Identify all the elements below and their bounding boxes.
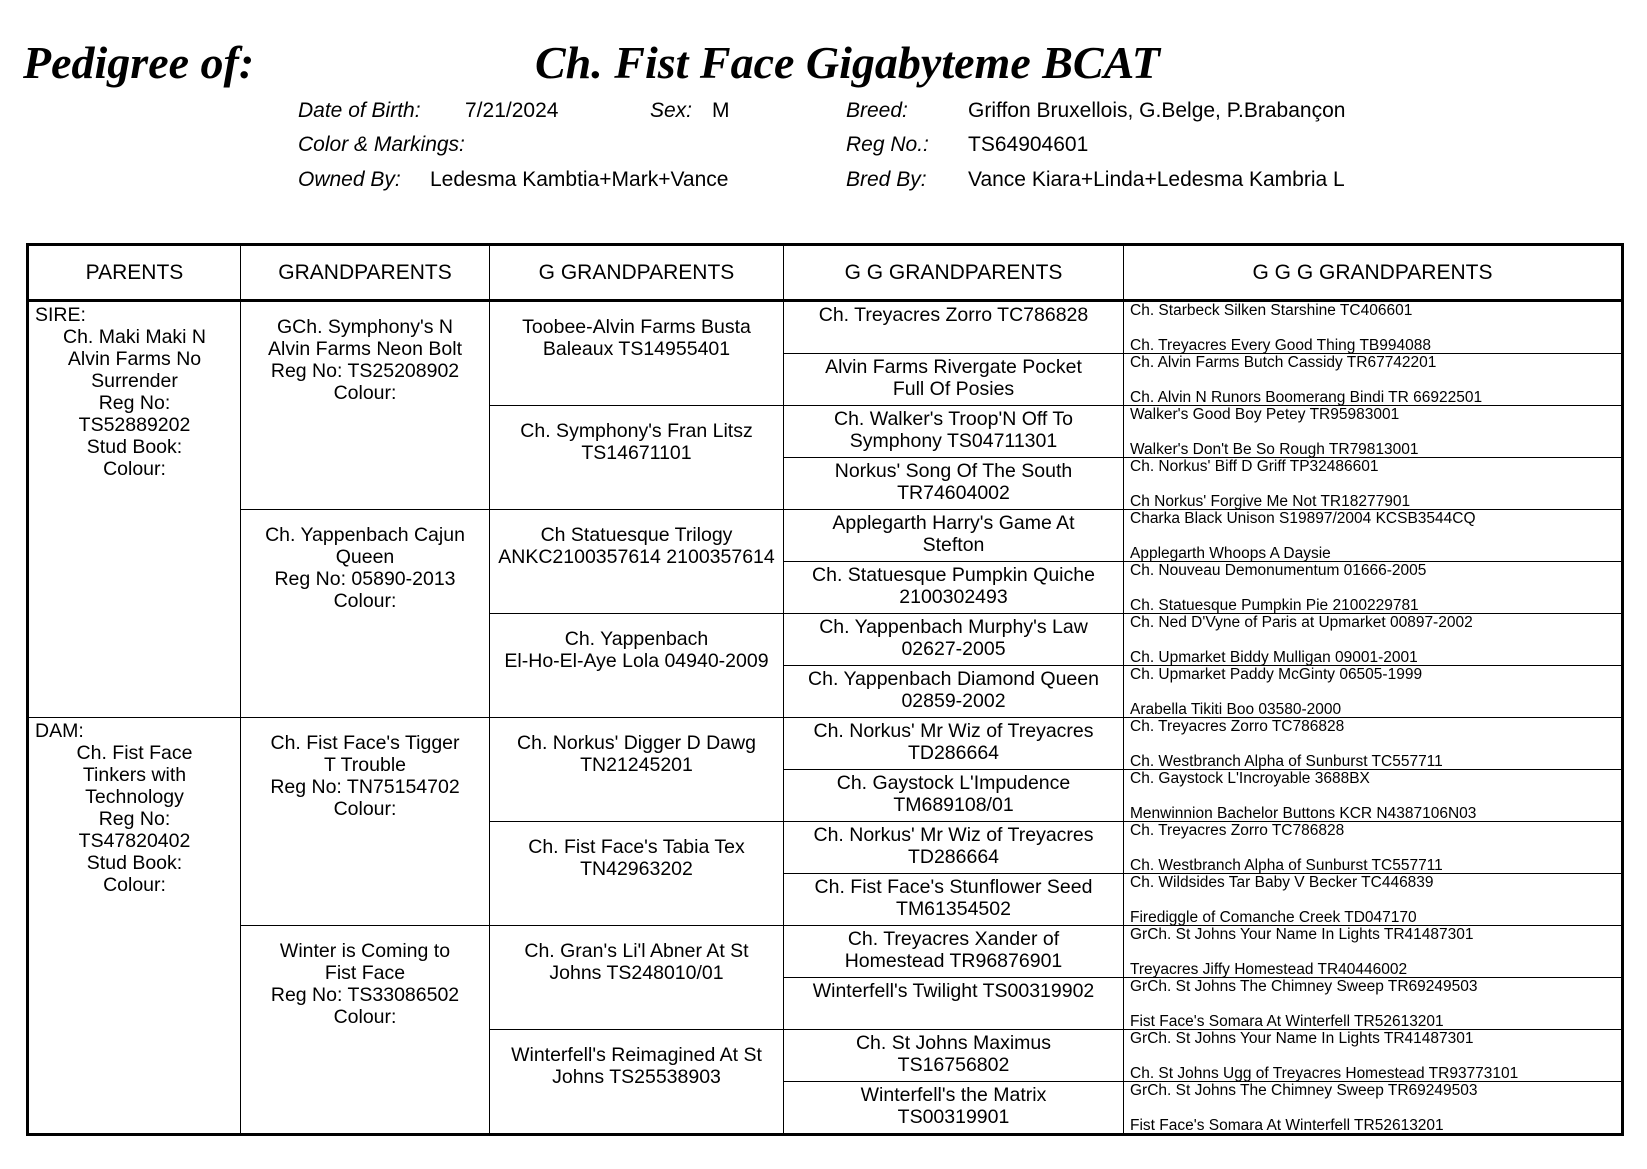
- ggg-grandparent-entry: Ch. Westbranch Alpha of Sunburst TC557711: [1130, 753, 1443, 770]
- ggg-grandparent-cell: [1124, 822, 1623, 874]
- gg-grandparent-line: TD286664: [907, 742, 1000, 764]
- ggg-grandparent-entry: Walker's Don't Be So Rough TR79813001: [1130, 441, 1419, 458]
- g-grandparent-line: Ch Statuesque Trilogy: [540, 524, 733, 546]
- ggg-grandparent-entry: Ch. Starbeck Silken Starshine TC406601: [1130, 302, 1413, 319]
- gg-grandparent-cell: [784, 978, 1124, 1030]
- grandparent-line: Colour:: [333, 1006, 397, 1028]
- ggg-grandparent-entry: Ch Norkus' Forgive Me Not TR18277901: [1130, 493, 1411, 510]
- ggg-grandparent-cell: [1124, 562, 1623, 614]
- ggg-grandparent-entry: Ch. Upmarket Biddy Mulligan 09001-2001: [1130, 649, 1418, 666]
- sire-line: Ch. Maki Maki N: [62, 326, 207, 348]
- ggg-grandparent-cell: [1124, 301, 1623, 354]
- ggg-grandparent-cell: [1124, 978, 1623, 1030]
- gg-grandparent-line: TM689108/01: [893, 794, 1014, 816]
- g-grandparent-cell: [490, 1030, 784, 1135]
- gg-grandparent-cell: [784, 458, 1124, 510]
- g-grandparent-line: Johns TS25538903: [552, 1066, 721, 1088]
- sire-line: Alvin Farms No: [67, 348, 202, 370]
- ggg-grandparent-entry: Ch. Treyacres Every Good Thing TB994088: [1130, 337, 1431, 354]
- pedigree-table: [26, 243, 1624, 1136]
- ggg-grandparent-entry: Walker's Good Boy Petey TR95983001: [1130, 406, 1400, 423]
- dam-line: Tinkers with: [82, 764, 187, 786]
- g-grandparent-cell: [490, 614, 784, 718]
- dam-line: Reg No:: [98, 808, 171, 830]
- grandparent-line: Reg No: TN75154702: [270, 776, 460, 798]
- grandparent-line: Fist Face: [324, 962, 406, 984]
- gg-grandparent-line: TD286664: [907, 846, 1000, 868]
- grandparent-line: T Trouble: [323, 754, 407, 776]
- gg-grandparent-cell: [784, 301, 1124, 354]
- breed-label: Breed:: [846, 99, 908, 122]
- sire-line: Reg No:: [98, 392, 171, 414]
- g-grandparent-cell: [490, 406, 784, 510]
- ggg-grandparent-entry: Charka Black Unison S19897/2004 KCSB3544CQ: [1130, 510, 1476, 527]
- sire-line: TS52889202: [78, 414, 191, 436]
- g-grandparent-cell: [490, 822, 784, 926]
- col-header-parents: PARENTS: [28, 245, 241, 301]
- ggg-grandparent-cell: [1124, 354, 1623, 406]
- ggg-grandparent-cell: [1124, 406, 1623, 458]
- gg-grandparent-line: TS16756802: [897, 1054, 1010, 1076]
- ggg-grandparent-entry: Ch. Ned D'Vyne of Paris at Upmarket 00897-2002: [1130, 614, 1473, 631]
- ggg-grandparent-cell: [1124, 510, 1623, 562]
- g-grandparent-line: TN42963202: [580, 858, 693, 880]
- ggg-grandparent-entry: Menwinnion Bachelor Buttons KCR N4387106N03: [1130, 805, 1477, 822]
- owned-label: Owned By:: [298, 168, 401, 191]
- ggg-grandparent-cell: [1124, 926, 1623, 978]
- ggg-grandparent-entry: Ch. Upmarket Paddy McGinty 06505-1999: [1130, 666, 1423, 683]
- ggg-grandparent-entry: Ch. Norkus' Biff D Griff TP32486601: [1130, 458, 1379, 475]
- ggg-grandparent-cell: [1124, 614, 1623, 666]
- ggg-grandparent-cell: [1124, 458, 1623, 510]
- ggg-grandparent-entry: Ch. St Johns Ugg of Treyacres Homestead TR93773101: [1130, 1065, 1519, 1082]
- grandparent-line: Ch. Yappenbach Cajun: [265, 524, 465, 546]
- breed-value: Griffon Bruxellois, G.Belge, P.Brabançon: [968, 99, 1346, 122]
- ggg-grandparent-entry: GrCh. St Johns The Chimney Sweep TR69249503: [1130, 978, 1478, 995]
- gg-grandparent-line: Ch. Yappenbach Murphy's Law: [819, 616, 1088, 638]
- sire-cell: [28, 301, 241, 718]
- gg-grandparent-line: Ch. Walker's Troop'N Off To: [834, 408, 1073, 430]
- dam-cell: [28, 718, 241, 1135]
- ggg-grandparent-entry: Ch. Treyacres Zorro TC786828: [1130, 822, 1345, 839]
- ggg-grandparent-entry: Ch. Westbranch Alpha of Sunburst TC557711: [1130, 857, 1443, 874]
- ggg-grandparent-entry: Ch. Alvin Farms Butch Cassidy TR67742201: [1130, 354, 1437, 371]
- gg-grandparent-cell: [784, 562, 1124, 614]
- dam-line: Ch. Fist Face: [76, 742, 193, 764]
- gg-grandparent-cell: [784, 770, 1124, 822]
- ggg-grandparent-cell: [1124, 770, 1623, 822]
- ggg-grandparent-entry: Firediggle of Comanche Creek TD047170: [1130, 909, 1417, 926]
- dob-value: 7/21/2024: [465, 99, 559, 122]
- grandparent-line: Colour:: [333, 382, 397, 404]
- dam-line: TS47820402: [78, 830, 191, 852]
- page-heading: Pedigree of:: [23, 37, 255, 88]
- gg-grandparent-cell: [784, 406, 1124, 458]
- col-header-gg-grandparents: G G GRANDPARENTS: [784, 245, 1124, 301]
- pedigree-row: [28, 301, 1623, 354]
- ggg-grandparent-entry: Ch. Nouveau Demonumentum 01666-2005: [1130, 562, 1427, 579]
- gg-grandparent-line: Norkus' Song Of The South: [834, 460, 1073, 482]
- gg-grandparent-line: Ch. St Johns Maximus: [855, 1032, 1052, 1054]
- gg-grandparent-line: Alvin Farms Rivergate Pocket: [825, 356, 1082, 378]
- g-grandparent-line: Ch. Norkus' Digger D Dawg: [517, 732, 756, 754]
- grandparent-line: Ch. Fist Face's Tigger: [270, 732, 460, 754]
- gg-grandparent-line: Stefton: [922, 534, 985, 556]
- grandparent-line: GCh. Symphony's N: [276, 316, 454, 338]
- g-grandparent-cell: [490, 510, 784, 614]
- g-grandparent-line: Baleaux TS14955401: [542, 338, 731, 360]
- bred-label: Bred By:: [846, 168, 927, 191]
- gg-grandparent-line: Symphony TS04711301: [849, 430, 1058, 452]
- col-header-g-grandparents: G GRANDPARENTS: [490, 245, 784, 301]
- gg-grandparent-line: TR74604002: [897, 482, 1010, 504]
- gg-grandparent-line: Ch. Norkus' Mr Wiz of Treyacres: [813, 824, 1094, 846]
- dob-label: Date of Birth:: [298, 99, 421, 122]
- dam-line: Colour:: [103, 874, 166, 896]
- ggg-grandparent-cell: [1124, 1030, 1623, 1082]
- pedigree-row: [28, 926, 1623, 978]
- gg-grandparent-line: Winterfell's the Matrix: [860, 1084, 1047, 1106]
- gg-grandparent-cell: [784, 614, 1124, 666]
- bred-value: Vance Kiara+Linda+Ledesma Kambria L: [968, 168, 1345, 191]
- ggg-grandparent-entry: GrCh. St Johns Your Name In Lights TR41487301: [1130, 926, 1474, 943]
- owned-value: Ledesma Kambtia+Mark+Vance: [430, 168, 729, 191]
- sire-line: Colour:: [103, 458, 166, 480]
- gg-grandparent-line: Applegarth Harry's Game At: [832, 512, 1075, 534]
- g-grandparent-cell: [490, 718, 784, 822]
- gg-grandparent-line: Ch. Gaystock L'Impudence: [836, 772, 1071, 794]
- ggg-grandparent-entry: Ch. Wildsides Tar Baby V Becker TC446839: [1130, 874, 1434, 891]
- g-grandparent-line: Ch. Symphony's Fran Litsz: [520, 420, 753, 442]
- gg-grandparent-line: Full Of Posies: [892, 378, 1015, 400]
- ggg-grandparent-entry: Ch. Treyacres Zorro TC786828: [1130, 718, 1345, 735]
- ggg-grandparent-cell: [1124, 874, 1623, 926]
- grandparent-line: Alvin Farms Neon Bolt: [268, 338, 462, 360]
- gg-grandparent-line: 2100302493: [899, 586, 1008, 608]
- g-grandparent-line: Toobee-Alvin Farms Busta: [522, 316, 751, 338]
- ggg-grandparent-entry: Applegarth Whoops A Daysie: [1130, 545, 1331, 562]
- g-grandparent-line: Johns TS248010/01: [549, 962, 724, 984]
- gg-grandparent-line: TM61354502: [896, 898, 1011, 920]
- sire-line: Surrender: [91, 370, 178, 392]
- sex-label: Sex:: [650, 99, 693, 122]
- color-label: Color & Markings:: [298, 133, 465, 156]
- ggg-grandparent-cell: [1124, 718, 1623, 770]
- gg-grandparent-cell: [784, 510, 1124, 562]
- g-grandparent-line: Ch. Fist Face's Tabia Tex: [528, 836, 745, 858]
- g-grandparent-line: TN21245201: [580, 754, 693, 776]
- gg-grandparent-line: TS00319901: [897, 1106, 1010, 1128]
- reg-label: Reg No.:: [846, 133, 929, 156]
- ggg-grandparent-cell: [1124, 666, 1623, 718]
- gg-grandparent-line: Ch. Treyacres Zorro TC786828: [818, 304, 1089, 326]
- dam-label: DAM:: [35, 720, 84, 742]
- g-grandparent-line: Winterfell's Reimagined At St: [511, 1044, 762, 1066]
- col-header-grandparents: GRANDPARENTS: [241, 245, 490, 301]
- grandparent-cell: [241, 510, 490, 718]
- grandparent-line: Winter is Coming to: [279, 940, 451, 962]
- gg-grandparent-line: Homestead TR96876901: [844, 950, 1063, 972]
- gg-grandparent-cell: [784, 718, 1124, 770]
- table-header-row: [28, 245, 1623, 301]
- dam-line: Stud Book:: [86, 852, 183, 874]
- grandparent-line: Colour:: [333, 798, 397, 820]
- sex-value: M: [712, 99, 730, 122]
- reg-value: TS64904601: [968, 133, 1089, 156]
- gg-grandparent-cell: [784, 1030, 1124, 1082]
- g-grandparent-cell: [490, 926, 784, 1030]
- ggg-grandparent-entry: Fist Face's Somara At Winterfell TR52613201: [1130, 1117, 1444, 1134]
- g-grandparent-line: TS14671101: [581, 442, 692, 464]
- pedigree-row: [28, 718, 1623, 770]
- gg-grandparent-cell: [784, 874, 1124, 926]
- ggg-grandparent-entry: Ch. Alvin N Runors Boomerang Bindi TR 66922501: [1130, 389, 1483, 406]
- g-grandparent-cell: [490, 301, 784, 406]
- ggg-grandparent-entry: GrCh. St Johns Your Name In Lights TR41487301: [1130, 1030, 1474, 1047]
- dog-name-title: Ch. Fist Face Gigabyteme BCAT: [535, 37, 1160, 88]
- gg-grandparent-cell: [784, 822, 1124, 874]
- gg-grandparent-line: Ch. Fist Face's Stunflower Seed: [814, 876, 1093, 898]
- sire-label: SIRE:: [35, 304, 86, 326]
- sire-line: Stud Book:: [86, 436, 183, 458]
- gg-grandparent-line: Ch. Treyacres Xander of: [847, 928, 1060, 950]
- gg-grandparent-line: Ch. Statuesque Pumpkin Quiche: [812, 564, 1095, 586]
- g-grandparent-line: ANKC2100357614 2100357614: [498, 546, 775, 568]
- g-grandparent-line: El-Ho-El-Aye Lola 04940-2009: [504, 650, 769, 672]
- grandparent-line: Reg No: TS25208902: [270, 360, 460, 382]
- grandparent-cell: [241, 926, 490, 1135]
- grandparent-cell: [241, 718, 490, 926]
- gg-grandparent-cell: [784, 926, 1124, 978]
- grandparent-line: Reg No: 05890-2013: [274, 568, 456, 590]
- ggg-grandparent-entry: Treyacres Jiffy Homestead TR40446002: [1130, 961, 1408, 978]
- gg-grandparent-line: Ch. Norkus' Mr Wiz of Treyacres: [813, 720, 1094, 742]
- grandparent-cell: [241, 301, 490, 510]
- gg-grandparent-cell: [784, 1082, 1124, 1135]
- gg-grandparent-cell: [784, 666, 1124, 718]
- ggg-grandparent-entry: Ch. Statuesque Pumpkin Pie 2100229781: [1130, 597, 1419, 614]
- ggg-grandparent-entry: GrCh. St Johns The Chimney Sweep TR69249503: [1130, 1082, 1478, 1099]
- gg-grandparent-line: 02859-2002: [901, 690, 1006, 712]
- col-header-ggg-grandparents: G G G GRANDPARENTS: [1124, 245, 1623, 301]
- ggg-grandparent-entry: Fist Face's Somara At Winterfell TR52613201: [1130, 1013, 1444, 1030]
- gg-grandparent-line: Winterfell's Twilight TS00319902: [812, 980, 1095, 1002]
- pedigree-row: [28, 510, 1623, 562]
- gg-grandparent-line: 02627-2005: [901, 638, 1006, 660]
- ggg-grandparent-cell: [1124, 1082, 1623, 1135]
- ggg-grandparent-entry: Ch. Gaystock L'Incroyable 3688BX: [1130, 770, 1370, 787]
- grandparent-line: Queen: [335, 546, 395, 568]
- grandparent-line: Reg No: TS33086502: [270, 984, 460, 1006]
- grandparent-line: Colour:: [333, 590, 397, 612]
- gg-grandparent-cell: [784, 354, 1124, 406]
- ggg-grandparent-entry: Arabella Tikiti Boo 03580-2000: [1130, 701, 1342, 718]
- g-grandparent-line: Ch. Yappenbach: [564, 628, 709, 650]
- gg-grandparent-line: Ch. Yappenbach Diamond Queen: [808, 668, 1099, 690]
- g-grandparent-line: Ch. Gran's Li'l Abner At St: [524, 940, 749, 962]
- dam-line: Technology: [85, 786, 184, 808]
